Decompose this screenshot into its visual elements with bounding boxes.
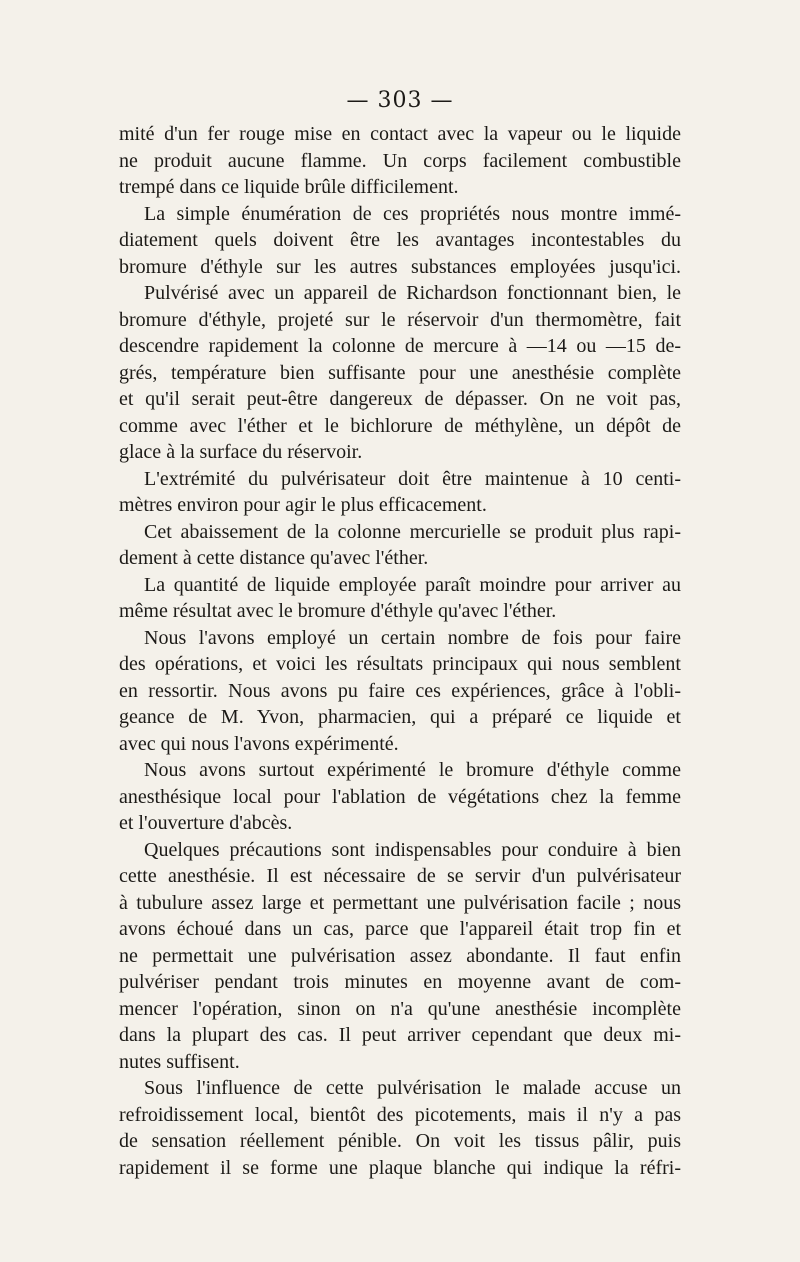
text-line: et qu'il serait peut-être dangereux de dépasser. On ne voit pas, bbox=[119, 388, 681, 410]
text-line: mencer l'opération, sinon on n'a qu'une anesthésie incomplète bbox=[119, 997, 681, 1020]
text-line: geance de M. Yvon, pharmacien, qui a préparé ce liquide et bbox=[119, 706, 681, 728]
text-line: Nous l'avons employé un certain nombre de fois pour faire bbox=[144, 626, 681, 649]
text-line: rapidement il se forme une plaque blanche qui indique la réfri- bbox=[119, 1156, 681, 1179]
text-line: des opérations, et voici les résultats principaux qui nous semblent bbox=[119, 653, 681, 675]
text-line: même résultat avec le bromure d'éthyle qu'avec l'éther. bbox=[119, 600, 557, 622]
text-line: ne permettait une pulvérisation assez abondante. Il faut enfin bbox=[119, 944, 681, 967]
text-line: cette anesthésie. Il est nécessaire de se servir d'un pulvérisateur bbox=[119, 865, 681, 887]
text-line: dans la plupart des cas. Il peut arriver cependant que deux mi- bbox=[119, 1024, 681, 1046]
text-line: à tubulure assez large et permettant une pulvérisation facile ; nous bbox=[119, 891, 681, 914]
text-line: Nous avons surtout expérimenté le bromure d'éthyle comme bbox=[144, 759, 681, 781]
text-line: Sous l'influence de cette pulvérisation le malade accuse un bbox=[144, 1077, 681, 1099]
text-line: bromure d'éthyle sur les autres substances employées jusqu'ici. bbox=[119, 255, 681, 278]
text-line: diatement quels doivent être les avantages incontestables du bbox=[119, 229, 681, 251]
text-line: nutes suffisent. bbox=[119, 1050, 240, 1073]
text-line: La simple énumération de ces propriétés nous montre immé- bbox=[144, 202, 681, 225]
text-line: glace à la surface du réservoir. bbox=[119, 441, 363, 463]
page-number: — 303 — bbox=[346, 88, 454, 113]
text-line: comme avec l'éther et le bichlorure de méthylène, un dépôt de bbox=[119, 414, 681, 437]
text-line: avons échoué dans un cas, parce que l'appareil était trop fin et bbox=[119, 918, 681, 940]
text-line: refroidissement local, bientôt des picotements, mais il n'y a pas bbox=[119, 1103, 681, 1126]
text-line: pulvériser pendant trois minutes en moyenne avant de com- bbox=[119, 971, 681, 993]
text-line: avec qui nous l'avons expérimenté. bbox=[119, 732, 399, 755]
text-line: grés, température bien suffisante pour une anesthésie complète bbox=[119, 361, 681, 384]
text-line: mité d'un fer rouge mise en contact avec la vapeur ou le liquide bbox=[119, 123, 681, 145]
text-line: et l'ouverture d'abcès. bbox=[119, 812, 293, 834]
text-line: de sensation réellement pénible. On voit les tissus pâlir, puis bbox=[119, 1130, 681, 1152]
text-line: dement à cette distance qu'avec l'éther. bbox=[119, 547, 429, 569]
text-line: La quantité de liquide employée paraît moindre pour arriver au bbox=[144, 573, 681, 596]
body-text bbox=[119, 121, 681, 1181]
text-line: Quelques précautions sont indispensables pour conduire à bien bbox=[144, 838, 681, 861]
text-line: mètres environ pour agir le plus efficacement. bbox=[119, 494, 487, 516]
text-line: anesthésique local pour l'ablation de végétations chez la femme bbox=[119, 785, 681, 808]
text-line: Pulvérisé avec un appareil de Richardson fonctionnant bien, le bbox=[144, 282, 681, 304]
text-line: descendre rapidement la colonne de mercure à —14 ou —15 de- bbox=[119, 335, 681, 357]
text-line: L'extrémité du pulvérisateur doit être maintenue à 10 centi- bbox=[144, 467, 681, 490]
text-line: en ressortir. Nous avons pu faire ces expériences, grâce à l'obli- bbox=[119, 679, 681, 702]
text-line: Cet abaissement de la colonne mercurielle se produit plus rapi- bbox=[144, 520, 681, 543]
text-line: bromure d'éthyle, projeté sur le réservoir d'un thermomètre, fait bbox=[119, 308, 681, 331]
text-line: trempé dans ce liquide brûle difficilement. bbox=[119, 176, 459, 198]
text-line: ne produit aucune flamme. Un corps facilement combustible bbox=[119, 149, 681, 172]
